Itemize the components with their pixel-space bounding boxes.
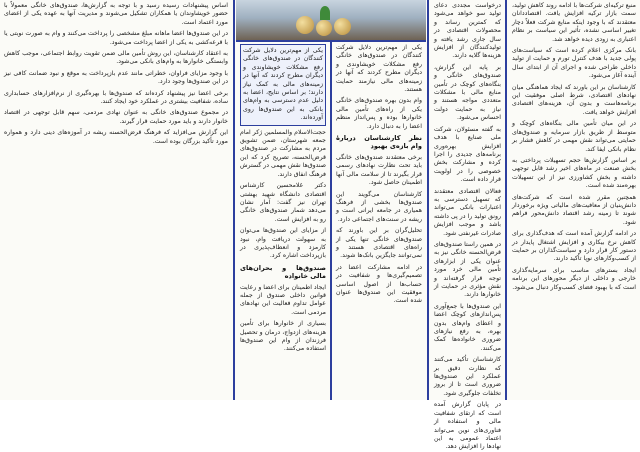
col4-para-2: از مزایای این صندوق‌ها می‌توان به سهولت دریافت وام، نبود کارمزد و انعطاف‌پذیری در بازپرداخت اشاره کرد.	[240, 227, 326, 260]
col4-para-1: دکتر غلامحسین کارشناس اقتصادی دانشگاه شهید بهشتی تهران نیز گفت: آمار نشان می‌دهد شمار صندوق‌های خانگی رو به افزایش است.	[240, 182, 326, 223]
col4-subtitle: صندوق‌ها و بحران‌های مالی خانواده	[240, 263, 326, 281]
plant-icon	[320, 6, 330, 20]
column-3	[332, 42, 426, 400]
col2-para-5: این صندوق‌ها با جمع‌آوری پس‌اندازهای کوچک اعضا و اعطای وام‌های بدون بهره، به رفع نیازهای ضروری خانواده‌ها کمک می‌کنند.	[434, 302, 501, 352]
col5-para-5: در مجموع صندوق‌های خانگی به عنوان نهادی مردمی، سهم قابل توجهی در اقتصاد خانوار دارند و باید مورد حمایت قرار گیرند.	[4, 109, 228, 125]
col1-para-0: منبع ترکیه‌ای شرکت‌ها با ادامه روند کاهش تولید، سمت بازار ترکیه افزایش یافت. اقتصاددانان معتقدند که با وجود اینکه منابع شرکت فعلاً دچار تغییر اساسی نشده، تأثیر این سیاست بر نظام اعتباری به زودی دیده خواهد شد.	[512, 2, 636, 43]
column-5	[0, 0, 232, 400]
col5-para-0: اساس پیشنهادات رسیده رسید و با توجه به گزارش‌ها، صندوق‌های خانگی معمولاً با حضور خویشاوندان یا همکاران تشکیل می‌شوند و مدیریت آنها به عهده یکی از اعضای مورد اعتماد است.	[4, 2, 228, 26]
col1-para-6: در ادامه گزارش آمده است که هدف‌گذاری برای کاهش نرخ بیکاری و افزایش اشتغال پایدار در دستور کار قرار دارد و سیاست‌گذاران بر حمایت از کسب‌وکارهای نوپا تأکید دارند.	[512, 230, 636, 263]
col4-para-3: ایجاد اطمینان برای اعضا و رعایت قوانین داخلی صندوق از جمله عوامل تداوم فعالیت این نهادهای مردمی است.	[239, 283, 326, 316]
col2-para-1: بر پایه این گزارش، صندوق‌های خانگی و بنگاه‌های کوچک در تأمین منابع مالی با مشکلات متعددی مواجه هستند و نیاز به حمایت دولت احساس می‌شود.	[434, 63, 501, 122]
col1-para-1: بانک مرکزی اعلام کرده است که سیاست‌های پولی جدید با هدف کنترل تورم و حمایت از تولید داخلی طراحی شده و اجرای آن از ابتدای سال آینده آغاز می‌شود.	[512, 47, 636, 80]
column-2	[430, 0, 505, 451]
col1-para-5: همچنین مقرر شده است که شرکت‌های دانش‌بنیان از معافیت‌های مالیاتی ویژه برخوردار شوند تا زمینه رشد اقتصاد دانش‌محور فراهم شود.	[512, 193, 636, 226]
col3-para-1: وام بدون بهره صندوق‌های خانگی یکی از راه‌های تأمین مالی خانوارها بوده و پس‌انداز منظم اعضا را به دنبال دارد.	[336, 97, 422, 130]
col2-para-6: کارشناسان تأکید می‌کنند که نظارت دقیق بر عملکرد این صندوق‌ها ضروری است تا از بروز تخلفات جلوگیری شود.	[434, 356, 501, 397]
col2-para-2: به گفته مسئولان، شرکت ملی صنایع با هدف افزایش بهره‌وری برنامه‌های جدیدی را اجرا کرده و مشارکت بخش خصوصی را در اولویت قرار داده است.	[434, 125, 501, 184]
coins-plant-photo	[236, 0, 426, 40]
col5-para-6: این گزارش می‌افزاید که فرهنگ قرض‌الحسنه ریشه در آموزه‌های دینی دارد و همواره مورد تأکید بزرگان بوده است.	[4, 129, 228, 145]
col3-para-2: برخی معتقدند صندوق‌های خانگی باید تحت نظارت نهادهای رسمی قرار بگیرند تا از سلامت مالی آنها اطمینان حاصل شود.	[336, 153, 422, 187]
col3-para-0: یکی از مهم‌ترین دلایل شرکت کنندگان در صندوق‌های خانگی رفع مشکلات خویشاوندی و دیگران مطرح کردند که آنها در زمینه‌های مالی نیازمند حمایت هستند.	[336, 44, 422, 94]
coin-icon	[296, 16, 314, 34]
col5-para-1: در این صندوق‌ها اعضا ماهانه مبلغ مشخصی را پرداخت می‌کنند و وام به صورت نوبتی یا با قرعه‌کشی به یکی از اعضا پرداخت می‌شود.	[4, 30, 228, 46]
column-divider	[233, 0, 235, 400]
col1-para-4: بر اساس گزارش‌ها حجم تسهیلات پرداختی به بخش صنعت در ماه‌های اخیر رشد قابل توجهی داشته و بخش کشاورزی نیز از این تسهیلات بهره‌مند شده است.	[512, 156, 636, 190]
col2-para-3: فعالان اقتصادی معتقدند که تسهیل دسترسی به اعتبارات بانکی می‌تواند رونق تولید را در پی داشته باشد و موجب افزایش صادرات غیرنفتی شود.	[434, 187, 501, 237]
col2-para-7: در پایان گزارش آمده است که ارتقای شفافیت مالی و استفاده از فناوری‌های نوین می‌تواند اعتماد عمومی به این نهادها را افزایش دهد.	[434, 401, 501, 451]
col2-para-4: در همین راستا صندوق‌های قرض‌الحسنه خانگی نیز به عنوان یکی از ابزارهای تأمین مالی خرد مورد توجه قرار گرفته‌اند و نقش مؤثری در حمایت از خانوارها دارند.	[434, 240, 501, 299]
column-divider	[427, 0, 429, 400]
col3-para-4: تحلیل‌گران بر این باورند که صندوق‌های خانگی تنها یکی از راه‌های اقتصادی هستند و نمی‌توانند جایگزین بانک‌ها شوند.	[336, 227, 422, 260]
coin-icon	[334, 18, 351, 35]
col4-para-0: حجت‌الاسلام والمسلمین ژکر امام جمعه شهرستان، ضمن تشویق مردم به مشارکت در صندوق‌های قرض‌الحسنه، تصریح کرد که این صندوق‌ها نقش مهمی در گسترش فرهنگ انفاق دارند.	[240, 128, 326, 178]
column-divider	[505, 0, 507, 400]
col3-para-5: در ادامه مشارکت اعضا در تصمیم‌گیری‌ها و شفافیت در حساب‌ها از اصول اساسی موفقیت این صندوق‌ها عنوان شده است.	[336, 263, 422, 305]
col5-para-2: به اعتقاد کارشناسان، این روش تأمین مالی ضمن تقویت روابط اجتماعی، موجب کاهش وابستگی خانوارها به وام‌های بانکی می‌شود.	[4, 50, 228, 66]
column-4	[236, 42, 330, 400]
col2-para-0: درخواست مجددی دعای تولید سو خواهد می‌شود که کمترین رساند و محصولات اقتصادی در سال جاری رشد یافته و تولیدکنندگان از افزایش هزینه‌ها گلایه دارند.	[434, 2, 501, 60]
col3-title: نظر کارشناسان دربارهٔ وام بازه‌ی بهبود	[336, 134, 422, 151]
col1-para-2: کارشناسان بر این باورند که ایجاد هماهنگی میان نهادهای اقتصادی، شرط اصلی موفقیت این برنامه‌هاست و بدون آن، هزینه‌های اقتصادی افزایش خواهد یافت.	[512, 83, 636, 116]
col5-para-4: برخی اعضا نیز پیشنهاد کرده‌اند که صندوق‌ها با بهره‌گیری از نرم‌افزارهای حسابداری ساده، شفافیت بیشتری در عملکرد خود ایجاد کنند.	[4, 89, 228, 106]
col1-para-3: در این میان تأمین مالی بنگاه‌های کوچک و متوسط از طریق بازار سرمایه و صندوق‌های حمایتی می‌تواند نقش مهمی در کاهش فشار بر نظام بانکی ایفا کند.	[512, 120, 636, 153]
col5-para-3: با وجود مزایای فراوان، خطراتی مانند عدم بازپرداخت به موقع و نبود ضمانت کافی نیز در این صندوق‌ها وجود دارد.	[4, 69, 228, 86]
col1-para-7: ایجاد بسترهای مناسب برای سرمایه‌گذاری خارجی و داخلی از دیگر محورهای این برنامه است که با بهبود فضای کسب‌وکار دنبال می‌شود.	[512, 266, 636, 291]
col4-boxed-intro: یکی از مهم‌ترین دلایل شرکت کنندگان در صندوق‌های خانگی رفع مشکلات خویشاوندی و دیگران مطرح کردند که آنها در زمینه‌های مالی به کمک نیاز دارند؛ بر اساس نتایج، اعضا به دلیل عدم دسترسی به وام‌های بانکی به این صندوق‌ها روی آورده‌اند.	[240, 44, 326, 126]
coin-icon	[316, 20, 332, 36]
column-divider	[330, 42, 332, 400]
col3-para-3: کارشناسان می‌گویند این صندوق‌ها بخشی از فرهنگ همیاری در جامعه ایرانی است و ریشه در سنت‌های اجتماعی دارد.	[336, 190, 422, 223]
col4-para-4: بسیاری از خانوارها برای تأمین هزینه‌های ازدواج، درمان و تحصیل فرزندان از وام این صندوق‌ها استفاده می‌کنند.	[240, 320, 326, 353]
column-1	[508, 0, 640, 400]
